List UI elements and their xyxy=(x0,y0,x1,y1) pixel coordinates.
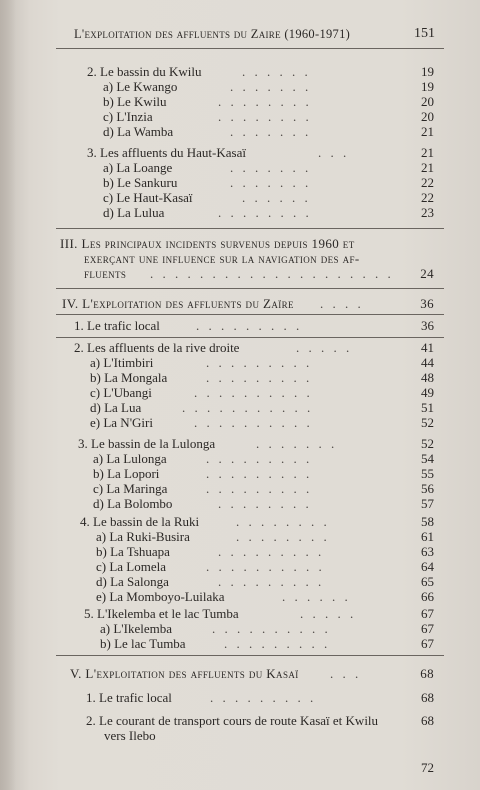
toc-entry-page: 68 xyxy=(420,666,434,681)
toc-entry-label: 3. Le bassin de la Lulonga xyxy=(78,436,216,451)
toc-entry: a) Le Kwango . . . . . . . 19 xyxy=(103,79,434,94)
page-number: 151 xyxy=(414,26,435,41)
toc-entry-page: 58 xyxy=(421,514,434,529)
section-rule xyxy=(56,314,444,315)
toc-entry: c) L'Ubangi . . . . . . . . . . 49 xyxy=(90,385,434,400)
toc-entry: b) La Mongala . . . . . . . . . 48 xyxy=(90,370,434,385)
toc-entry: c) L'Inzia . . . . . . . . 20 xyxy=(103,109,434,124)
toc-entry: d) La Lulua . . . . . . . . 23 xyxy=(103,205,434,220)
toc-entry-page: 24 xyxy=(420,266,434,281)
toc-entry: 3. Le bassin de la Lulonga . . . . . . . 52 xyxy=(78,436,434,451)
toc-entry: 1. Le trafic local . . . . . . . . . 68 xyxy=(86,690,434,705)
section-rule xyxy=(56,337,444,338)
toc-entry-page: 21 xyxy=(421,160,434,175)
toc-entry-page: 66 xyxy=(421,589,434,604)
toc-entry-page: 65 xyxy=(421,574,434,589)
toc-section xyxy=(0,251,480,267)
toc-entry-label: c) L'Ubangi xyxy=(90,385,152,400)
toc-entry-page: 52 xyxy=(421,436,434,451)
toc-entry-label: III. Les principaux incidents survenus depuis 1960 et xyxy=(60,236,355,251)
toc-entry-page: 49 xyxy=(421,385,434,400)
toc-entry-label: b) La Lopori xyxy=(93,466,160,481)
toc-entry-page: 51 xyxy=(421,400,434,415)
toc-entry-label: a) L'Itimbiri xyxy=(90,355,154,370)
toc-entry-label: a) L'Ikelemba xyxy=(100,621,172,636)
toc-entry-label: d) La Salonga xyxy=(96,574,169,589)
toc-entry-page: 22 xyxy=(421,175,434,190)
header-rule xyxy=(56,48,444,49)
toc-entry: e) La N'Giri . . . . . . . . . . 52 xyxy=(90,415,434,430)
toc-entry-page: 56 xyxy=(421,481,434,496)
toc-entry-page: 44 xyxy=(421,355,434,370)
toc-entry-label: a) Le Kwango xyxy=(103,79,178,94)
toc-entry-page: 48 xyxy=(421,370,434,385)
toc-entry-label: 2. Les affluents de la rive droite xyxy=(74,340,240,355)
toc-entry: a) L'Itimbiri . . . . . . . . . 44 xyxy=(90,355,434,370)
toc-entry-label: 1. Le trafic local xyxy=(86,690,172,705)
toc-entry: 3. Les affluents du Haut-Kasaï . . . 21 xyxy=(87,145,434,160)
toc-entry-label: a) La Loange xyxy=(103,160,173,175)
toc-entry-page: 61 xyxy=(421,529,434,544)
toc-entry-page: 67 xyxy=(421,621,434,636)
toc-entry-page: 19 xyxy=(421,64,434,79)
toc-entry: 2. Les affluents de la rive droite . . . . . 41 xyxy=(74,340,434,355)
toc-entry-label: b) La Mongala xyxy=(90,370,168,385)
toc-entry: a) L'Ikelemba . . . . . . . . . . 67 xyxy=(100,621,434,636)
toc-entry-page: 67 xyxy=(421,636,434,651)
toc-entry-page: 72 xyxy=(421,760,434,775)
toc-entry: d) La Bolombo . . . . . . . . 57 xyxy=(93,496,434,511)
toc-entry xyxy=(0,728,480,744)
toc-entry xyxy=(0,760,480,776)
toc-entry-label: e) La Momboyo-Luilaka xyxy=(96,589,225,604)
toc-entry-page: 23 xyxy=(421,205,434,220)
toc-entry-label: d) La Lulua xyxy=(103,205,165,220)
section-rule xyxy=(56,288,444,289)
toc-entry: c) La Lomela . . . . . . . . . . 64 xyxy=(96,559,434,574)
toc-entry: b) La Tshuapa . . . . . . . . . 63 xyxy=(96,544,434,559)
running-title: L'exploitation des affluents du Zaire (1960-1971) xyxy=(74,27,351,41)
toc-entry-label: e) La N'Giri xyxy=(90,415,153,430)
toc-entry-page: 57 xyxy=(421,496,434,511)
toc-entry-page: 54 xyxy=(421,451,434,466)
toc-section: fluents . . . . . . . . . . . . . . . . . . . . 24 xyxy=(84,266,434,281)
toc-entry-label: b) Le Sankuru xyxy=(103,175,178,190)
toc-entry: 2. Le bassin du Kwilu . . . . . . 19 xyxy=(87,64,434,79)
toc-entry xyxy=(0,713,480,729)
toc-entry-label: 5. L'Ikelemba et le lac Tumba xyxy=(84,606,239,621)
toc-section xyxy=(0,236,480,252)
toc-entry-label: 4. Le bassin de la Ruki xyxy=(80,514,200,529)
toc-section: V. L'exploitation des affluents du Kasaï . . . 68 xyxy=(70,666,434,681)
toc-entry-label: c) L'Inzia xyxy=(103,109,153,124)
toc-entry-page: 36 xyxy=(421,318,434,333)
toc-entry-page: 68 xyxy=(421,690,434,705)
toc-entry-label: exerçant une influence sur la navigation des af- xyxy=(84,251,360,266)
toc-entry-label: d) La Lua xyxy=(90,400,142,415)
toc-entry-label: a) La Lulonga xyxy=(93,451,167,466)
toc-entry-page: 20 xyxy=(421,109,434,124)
toc-entry-label: IV. L'exploitation des affluents du Zaïre xyxy=(62,296,294,311)
toc-entry: d) La Lua . . . . . . . . . . . 51 xyxy=(90,400,434,415)
toc-entry-label: V. L'exploitation des affluents du Kasaï xyxy=(70,666,299,681)
toc-entry: e) La Momboyo-Luilaka . . . . . . 66 xyxy=(96,589,434,604)
toc-entry-page: 22 xyxy=(421,190,434,205)
toc-entry-label: b) La Tshuapa xyxy=(96,544,170,559)
toc-entry-label: b) Le Kwilu xyxy=(103,94,167,109)
toc-entry-page: 21 xyxy=(421,124,434,139)
toc-entry-page: 63 xyxy=(421,544,434,559)
toc-entry: c) Le Haut-Kasaï . . . . . . 22 xyxy=(103,190,434,205)
toc-entry: 1. Le trafic local . . . . . . . . . 36 xyxy=(74,318,434,333)
toc-entry-label: c) Le Haut-Kasaï xyxy=(103,190,193,205)
toc-entry-label: d) La Bolombo xyxy=(93,496,173,511)
toc-entry: a) La Lulonga . . . . . . . . . 54 xyxy=(93,451,434,466)
toc-entry-label: d) La Wamba xyxy=(103,124,174,139)
toc-entry: d) La Wamba . . . . . . . 21 xyxy=(103,124,434,139)
toc-entry-label: vers Ilebo xyxy=(104,728,156,743)
toc-entry-label: 3. Les affluents du Haut-Kasaï xyxy=(87,145,246,160)
toc-entry-page: 20 xyxy=(421,94,434,109)
toc-entry-label: fluents xyxy=(84,266,127,281)
toc-entry-label: 2. Le bassin du Kwilu xyxy=(87,64,202,79)
toc-entry: b) Le lac Tumba . . . . . . . . . 67 xyxy=(100,636,434,651)
toc-entry: d) La Salonga . . . . . . . . . 65 xyxy=(96,574,434,589)
toc-entry-label: 1. Le trafic local xyxy=(74,318,160,333)
toc-entry-label: a) La Ruki-Busira xyxy=(96,529,190,544)
toc-entry-page: 64 xyxy=(421,559,434,574)
toc-entry: c) La Maringa . . . . . . . . . 56 xyxy=(93,481,434,496)
toc-entry-page: 21 xyxy=(421,145,434,160)
toc-entry-page: 19 xyxy=(421,79,434,94)
toc-entry-label: b) Le lac Tumba xyxy=(100,636,186,651)
toc-entry-page: 55 xyxy=(421,466,434,481)
toc-entry-page: 36 xyxy=(420,296,434,311)
toc-entry-label: c) La Lomela xyxy=(96,559,167,574)
toc-entry: a) La Ruki-Busira . . . . . . . . 61 xyxy=(96,529,434,544)
section-rule xyxy=(56,228,444,229)
toc-entry: 5. L'Ikelemba et le lac Tumba . . . . . 67 xyxy=(84,606,434,621)
toc-entry: b) La Lopori . . . . . . . . . 55 xyxy=(93,466,434,481)
toc-entry: b) Le Sankuru . . . . . . . 22 xyxy=(103,175,434,190)
toc-entry: 4. Le bassin de la Ruki . . . . . . . . 58 xyxy=(80,514,434,529)
toc-entry: b) Le Kwilu . . . . . . . . 20 xyxy=(103,94,434,109)
toc-entry-page: 41 xyxy=(421,340,434,355)
toc-entry-page: 52 xyxy=(421,415,434,430)
toc-entry-label: c) La Maringa xyxy=(93,481,168,496)
toc-entry: a) La Loange . . . . . . . 21 xyxy=(103,160,434,175)
toc-entry-page: 67 xyxy=(421,606,434,621)
section-rule xyxy=(56,655,444,656)
toc-entry-label: 2. Le courant de transport cours de route Kasaï et Kwilu xyxy=(86,713,379,728)
toc-entry-page: 68 xyxy=(421,713,434,728)
toc-section: IV. L'exploitation des affluents du Zaïre . . . . 36 xyxy=(62,296,434,311)
